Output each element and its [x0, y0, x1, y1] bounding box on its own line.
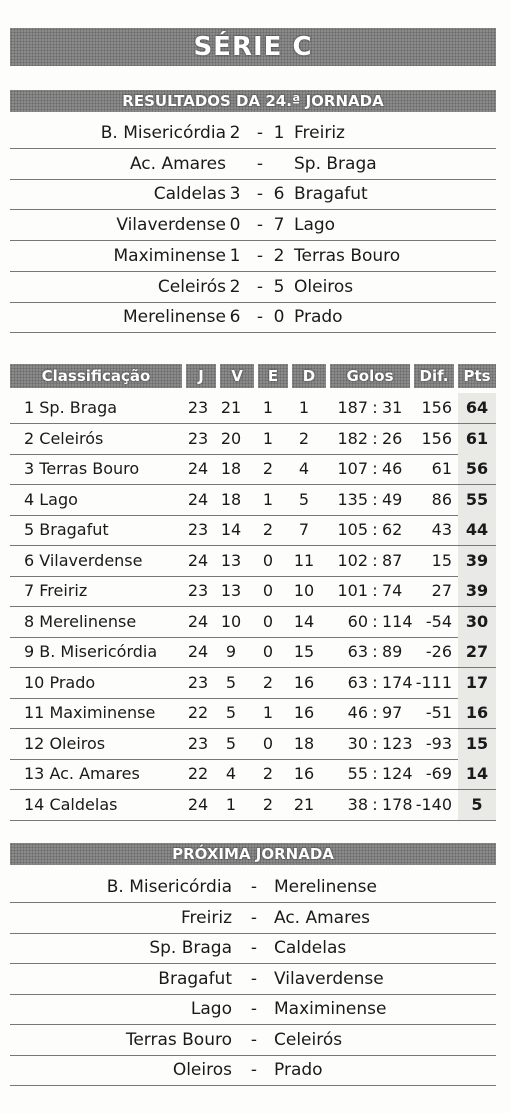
losses: 7: [298, 520, 310, 539]
goals-separator: :: [372, 611, 378, 631]
points: 39: [458, 546, 496, 576]
losses: 15: [293, 642, 315, 661]
points: 14: [458, 759, 496, 789]
goals-against: 87: [382, 550, 403, 570]
goal-difference: -93: [425, 733, 452, 753]
goals-separator: :: [372, 520, 378, 539]
goals-separator: :: [372, 642, 378, 661]
goals-separator: :: [372, 672, 378, 692]
team-name: 5 Bragafut: [24, 520, 109, 539]
games-played: 23: [187, 428, 209, 448]
table-row: [10, 576, 496, 607]
fixture-row: [10, 872, 496, 903]
away-team: Maximinense: [274, 999, 387, 1019]
draws: 1: [262, 703, 274, 722]
away-team: Prado: [294, 307, 343, 328]
goals-for: 107: [337, 459, 368, 478]
games-played: 23: [187, 398, 209, 417]
losses: 10: [293, 581, 315, 600]
header-golos: Golos: [330, 364, 410, 388]
games-played: 24: [187, 489, 209, 509]
goal-difference: 86: [431, 489, 452, 509]
points: 55: [458, 485, 496, 515]
team-name: 1 Sp. Braga: [24, 398, 118, 417]
goals-for: 55: [347, 764, 368, 783]
goal-difference: 43: [431, 520, 452, 539]
draws: 1: [262, 489, 274, 509]
goals-against: 49: [382, 489, 403, 509]
losses: 4: [298, 459, 310, 478]
wins: 18: [220, 489, 242, 509]
away-score: 5: [273, 276, 285, 297]
goals-against: 89: [382, 642, 403, 661]
wins: 1: [225, 794, 237, 814]
draws: 2: [262, 672, 274, 692]
goal-difference: -54: [425, 611, 452, 631]
away-score: 6: [273, 184, 285, 205]
home-team: B. Misericórdia: [106, 877, 232, 897]
home-team: Celeirós: [157, 276, 226, 297]
fixture-row: [10, 903, 496, 934]
header-e: E: [258, 364, 288, 388]
goals-for: 182: [337, 428, 368, 448]
home-team: Ac. Amares: [129, 153, 226, 174]
goal-difference: -51: [425, 703, 452, 722]
wins: 20: [220, 428, 242, 448]
goals-for: 30: [347, 733, 368, 753]
goals-against: 114: [382, 611, 413, 631]
points: 61: [458, 424, 496, 454]
result-row: [10, 118, 496, 149]
team-name: 8 Merelinense: [24, 611, 137, 631]
home-team: Oleiros: [172, 1060, 232, 1080]
goals-for: 101: [337, 581, 368, 600]
goals-separator: :: [372, 550, 378, 570]
home-score: 3: [229, 184, 241, 205]
home-team: Lago: [190, 999, 232, 1019]
goals-against: 124: [382, 764, 413, 783]
team-name: 2 Celeirós: [24, 428, 104, 448]
away-team: Caldelas: [274, 938, 347, 958]
goals-separator: :: [372, 794, 378, 814]
away-score: 2: [273, 245, 285, 266]
page-title: SÉRIE C: [10, 28, 496, 66]
result-row: [10, 210, 496, 241]
away-team: Bragafut: [294, 184, 368, 205]
games-played: 24: [187, 794, 209, 814]
wins: 4: [225, 764, 237, 783]
team-name: 10 Prado: [24, 672, 96, 692]
table-row: [10, 485, 496, 516]
draws: 0: [262, 550, 274, 570]
header-j: J: [186, 364, 216, 388]
games-played: 23: [187, 520, 209, 539]
team-name: 13 Ac. Amares: [24, 764, 140, 783]
points: 44: [458, 515, 496, 545]
goals-separator: :: [372, 428, 378, 448]
losses: 11: [293, 550, 315, 570]
wins: 14: [220, 520, 242, 539]
home-score: 0: [229, 215, 241, 236]
losses: 1: [298, 398, 310, 417]
losses: 5: [298, 489, 310, 509]
games-played: 23: [187, 733, 209, 753]
fixture-row: [10, 1025, 496, 1056]
table-row: [10, 607, 496, 638]
wins: 5: [225, 672, 237, 692]
away-team: Ac. Amares: [274, 907, 371, 928]
score-separator: -: [256, 123, 264, 143]
away-score: 1: [273, 123, 285, 143]
table-row: [10, 546, 496, 577]
losses: 16: [293, 672, 315, 692]
score-separator: -: [256, 215, 264, 236]
goal-difference: 15: [431, 550, 452, 570]
losses: 21: [293, 794, 315, 814]
result-row: [10, 302, 496, 333]
header-v: V: [220, 364, 254, 388]
goal-difference: 156: [421, 428, 452, 448]
table-row: [10, 729, 496, 760]
goals-for: 46: [347, 703, 368, 722]
fixture-row: [10, 1055, 496, 1086]
table-row: [10, 790, 496, 821]
wins: 10: [220, 611, 242, 631]
draws: 2: [262, 764, 274, 783]
team-name: 14 Caldelas: [24, 794, 118, 814]
points: 27: [458, 637, 496, 667]
table-row: [10, 698, 496, 729]
home-score: 6: [229, 307, 241, 328]
fixture-separator: -: [250, 907, 258, 928]
away-team: Terras Bouro: [294, 245, 401, 266]
table-row: [10, 393, 496, 424]
draws: 0: [262, 642, 274, 661]
games-played: 22: [187, 764, 209, 783]
home-team: Terras Bouro: [125, 1029, 232, 1050]
games-played: 23: [187, 581, 209, 600]
goals-for: 60: [347, 611, 368, 631]
goals-against: 174: [382, 672, 413, 692]
goals-against: 123: [382, 733, 413, 753]
home-team: Bragafut: [158, 968, 232, 989]
goals-for: 187: [337, 398, 368, 417]
team-name: 12 Oleiros: [24, 733, 106, 753]
goals-separator: :: [372, 398, 378, 417]
table-row: [10, 454, 496, 485]
goal-difference: -69: [425, 764, 452, 783]
wins: 18: [220, 459, 242, 478]
draws: 0: [262, 611, 274, 631]
points: 15: [458, 729, 496, 759]
team-name: 6 Vilaverdense: [24, 550, 143, 570]
result-row: [10, 179, 496, 210]
result-row: [10, 241, 496, 272]
games-played: 24: [187, 642, 209, 661]
goals-against: 62: [382, 520, 403, 539]
goal-difference: 27: [431, 581, 452, 600]
score-separator: -: [256, 153, 264, 174]
table-row: [10, 424, 496, 455]
goals-separator: :: [372, 459, 378, 478]
header-pts: Pts: [458, 364, 496, 388]
losses: 16: [293, 764, 315, 783]
goals-for: 63: [347, 672, 368, 692]
goal-difference: -111: [415, 672, 452, 692]
draws: 0: [262, 733, 274, 753]
home-score: 1: [229, 245, 241, 266]
goal-difference: -26: [425, 642, 452, 661]
score-separator: -: [256, 307, 264, 328]
team-name: 9 B. Misericórdia: [24, 642, 158, 661]
games-played: 24: [187, 459, 209, 478]
score-separator: -: [256, 184, 264, 205]
points: 16: [458, 698, 496, 728]
away-team: Prado: [274, 1060, 323, 1080]
team-name: 11 Maximinense: [24, 703, 156, 722]
goal-difference: 156: [421, 398, 452, 417]
draws: 0: [262, 581, 274, 600]
points: 39: [458, 576, 496, 606]
points: 56: [458, 454, 496, 484]
standings-header-row: [10, 364, 496, 388]
goals-for: 105: [337, 520, 368, 539]
wins: 5: [225, 733, 237, 753]
result-row: [10, 272, 496, 303]
wins: 13: [220, 581, 242, 600]
away-score: 0: [273, 307, 285, 328]
wins: 5: [225, 703, 237, 722]
away-score: 7: [273, 215, 285, 236]
fixture-separator: -: [250, 1060, 258, 1080]
header-d: D: [292, 364, 326, 388]
team-name: 7 Freiriz: [24, 581, 88, 600]
goals-separator: :: [372, 764, 378, 783]
table-row: [10, 515, 496, 546]
table-row: [10, 668, 496, 699]
goals-against: 178: [382, 794, 413, 814]
fixture-separator: -: [250, 968, 258, 989]
goals-for: 102: [337, 550, 368, 570]
team-name: 3 Terras Bouro: [24, 459, 140, 478]
goals-against: 26: [382, 428, 403, 448]
goals-separator: :: [372, 581, 378, 600]
fixture-row: [10, 964, 496, 995]
games-played: 24: [187, 611, 209, 631]
away-team: Oleiros: [294, 276, 354, 297]
header-dif: Dif.: [414, 364, 454, 388]
home-team: Freiriz: [181, 907, 232, 928]
home-team: Merelinense: [123, 307, 226, 328]
fixture-row: [10, 994, 496, 1025]
home-score: 2: [229, 123, 241, 143]
goals-against: 74: [382, 581, 403, 600]
goals-against: 46: [382, 459, 403, 478]
away-team: Sp. Braga: [294, 153, 377, 174]
away-team: Merelinense: [274, 877, 377, 897]
points: 5: [458, 790, 496, 820]
away-team: Lago: [294, 215, 336, 236]
score-separator: -: [256, 276, 264, 297]
away-team: Vilaverdense: [274, 968, 384, 989]
team-name: 4 Lago: [24, 489, 78, 509]
draws: 2: [262, 794, 274, 814]
wins: 13: [220, 550, 242, 570]
next-header: PRÓXIMA JORNADA: [10, 843, 496, 865]
points: 64: [458, 393, 496, 423]
home-team: Sp. Braga: [149, 938, 232, 958]
home-team: B. Misericórdia: [100, 123, 226, 143]
fixture-separator: -: [250, 1029, 258, 1050]
games-played: 23: [187, 672, 209, 692]
result-row: [10, 149, 496, 180]
goal-difference: 61: [431, 459, 452, 478]
away-team: Freiriz: [294, 123, 345, 143]
goal-difference: -140: [415, 794, 452, 814]
draws: 2: [262, 520, 274, 539]
goals-separator: :: [372, 703, 378, 722]
away-team: Celeirós: [274, 1029, 343, 1050]
fixture-separator: -: [250, 938, 258, 958]
losses: 18: [293, 733, 315, 753]
goals-separator: :: [372, 733, 378, 753]
home-team: Vilaverdense: [116, 215, 226, 236]
goals-for: 38: [347, 794, 368, 814]
games-played: 24: [187, 550, 209, 570]
goals-against: 31: [382, 398, 403, 417]
header-team: Classificação: [10, 364, 182, 388]
goals-against: 97: [382, 703, 403, 722]
home-team: Maximinense: [113, 245, 226, 266]
wins: 21: [220, 398, 242, 417]
home-score: 2: [229, 276, 241, 297]
home-team: Caldelas: [153, 184, 226, 205]
wins: 9: [225, 642, 237, 661]
goals-for: 63: [347, 642, 368, 661]
results-header: RESULTADOS DA 24.ª JORNADA: [10, 90, 496, 112]
table-row: [10, 759, 496, 790]
fixture-separator: -: [250, 877, 258, 897]
losses: 14: [293, 611, 315, 631]
table-row: [10, 637, 496, 668]
losses: 2: [298, 428, 310, 448]
losses: 16: [293, 703, 315, 722]
goals-for: 135: [337, 489, 368, 509]
points: 30: [458, 607, 496, 637]
fixture-row: [10, 933, 496, 964]
games-played: 22: [187, 703, 209, 722]
goals-separator: :: [372, 489, 378, 509]
draws: 2: [262, 459, 274, 478]
draws: 1: [262, 398, 274, 417]
draws: 1: [262, 428, 274, 448]
points: 17: [458, 668, 496, 698]
score-separator: -: [256, 245, 264, 266]
fixture-separator: -: [250, 999, 258, 1019]
